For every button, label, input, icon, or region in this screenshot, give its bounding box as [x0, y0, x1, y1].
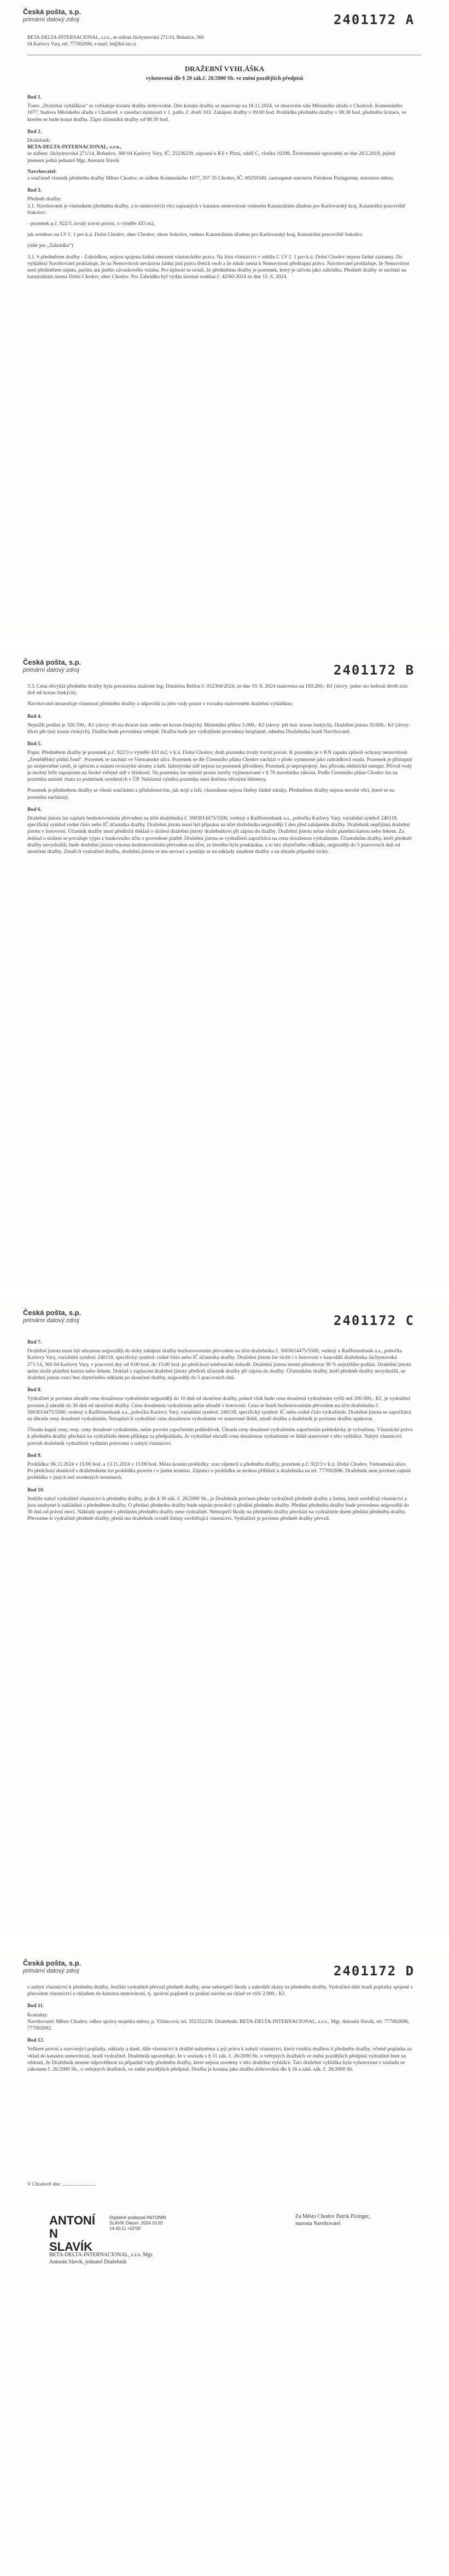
navrhovatel-label: Navrhovatel: — [27, 168, 57, 175]
document-subtitle: vyhotovená dle § 20 zák.č. 26/2000 Sb. ve znění pozdějších předpisů — [145, 76, 304, 82]
bod3-4-text: Navrhovatel nezaručuje vlastnosti předmětu dražby a odpovídá za jeho vady pouze v rozsahu stanoveném dražební vyhláškou. — [27, 701, 293, 707]
place-date: V Chodově dne .......................... — [27, 2181, 96, 2187]
bod3-lv-text: jak uvedeno na LV č. 1 pro k.ú. Dolní Chodov, obec Chodov, okres Sokolov, vedeno Katastrálním úřadem pro Karlovarský kraj, Katastrální pracoviště Sokolov. — [27, 232, 364, 238]
header-subtitle: primární datový zdroj — [23, 1317, 79, 1324]
bod10-continued: o nabytí vlastnictví k předmětu dražby. Jestliže vydražitel převzal předmět dražby, nese nebezpečí škody a nahodilé zkázy na předmětu dražby. Vydražitel dále hradí poplatky spojené s převodem vlastnictví a vkladem do katastru nemovitostí, tj. správní poplatek za podání návrhu na vklad ve výši 2.000,- Kč. — [27, 1984, 413, 1997]
header-post: Česká pošta, s.p. — [23, 8, 81, 16]
bod8-text: Vydražitel je povinen uhradit cenu dosaženou vydražením nejpozději do 10 dnů od skončení dražby, pokud však bude cena dosažená vydražením vyšší než 200.000,- Kč, je vydražitel povinen ji uhradit do 30 dnů od skončení dražby. Cenu dosaženou vydražením nelze uhradit v hotovosti. Cena se hradí bezhotovostním převodem na účet dražebníka č. 5003014475/5500, vedený u Raiffeisenbank a.s., pobočka Karlovy Vary, variabilní symbol: 240118, specifický symbol: IČ nebo rodné číslo vydražitele. Dražební jistota se započítává na úhradu ceny dosažené vydražením. Nezaplatí-li vydražitel cenu dosaženou vydražením ve stanovené lhůtě, zmaří dražbu a dražebník je povinen dražbu opakovat. — [27, 1396, 411, 1422]
page-stamp: 2401172 D — [334, 1963, 415, 1979]
bod10-text: Jestliže nabyl vydražitel vlastnictví k předmětu dražby, je dle § 30 zák. č. 26/2000 Sb., je Dražebník povinen předat vydražiteli předmět dražby a listiny, které osvědčují vlastnictví a jsou nezbytné k nakládání s předmětem dražby. O předání předmětu dražby bude sepsán protokol o předání předmětu dražby. Předání předmětu dražby bude provedeno nejpozději do 30 dnů od právní moci. Náklady spojené s předáním předmětu dražby nese vydražitel. Nebezpečí škody na předmětu dražby přechází na vydražitele dnem předání předmětu dražby. Převezme-li vydražitel předmět dražby, předá mu dražebník rovněž listiny osvědčující vlastnictví. Vydražitel je povinen předmět dražby převzít. — [27, 1495, 409, 1522]
header-subtitle: primární datový zdroj — [23, 667, 79, 673]
page-2-body — [27, 683, 413, 860]
bod9-heading: Bod 9. — [27, 1452, 42, 1459]
page-stamp: 2401172 C — [334, 1313, 415, 1328]
page-4 — [0, 1951, 449, 2576]
bod2-text: se sídlem: Jáchymovská 271/14, Bohatice, 360 04 Karlovy Vary, IČ: 25236239, zapsaná u KS v Plzni, oddíl C, vložka 10298, Živnostenské oprávnění ze dne 28.5.2019, jejímž jménem jedná jednatel Mgr. Antonín Slavík — [27, 151, 396, 164]
digital-signature-name: ANTONÍ N SLAVÍK — [49, 2214, 95, 2254]
navrhovatel-signature: Za Město Chodov Patrik Pizinger, starosta Navrhovatel — [295, 2214, 370, 2227]
bod12-text: Veškeré právní a související poplatky, náklady a daně, dále vlastnictví k dražbě nabytému a její práva k nabytí vlastnictví, která vznikla dražbou k předmětu dražby, včetně poplatku za vklad do katastru nemovitostí, hradí vydražitel. Dražebník upozorňuje, že v souladu s § 31 zák. č. 26/2000 Sb. o veřejných dražbách ve znění pozdějších předpisů vydražitel bere na vědomí, že Dražebník nenese odpovědnost za případné vady předmětu dražby, které nejsou uvedeny v této dražební vyhlášce. Tato dražební vyhláška byla vyhotovena v souladu se zákonem č. 26/2000 Sb., o veřejných dražbách, ve znění pozdějších předpisů. Dražba je konána jako dražba dobrovolná dle § 16 a násl. zák. č. 26/2000 Sb. — [27, 2046, 412, 2073]
bod10-heading: Bod 10. — [27, 1486, 44, 1493]
bod6-heading: Bod 6. — [27, 806, 42, 812]
bod5-text-b: Pozemek je předmětem dražby se všemi součástmi a příslušenstvím, jak stojí a leží, vlastníkem nejsou činěny žádné záruky. Předmětem dražby nejsou movité věci, které se na pozemku nacházejí. — [27, 787, 395, 800]
page-4-body — [27, 1984, 413, 2077]
bod5-text: Popis: Předmětem dražby je pozemek p.č. 922/3 o výměře 433 m2, v k.ú. Dolní Chodov, druh pozemku trvalý travní porost. K pozemku je v KN zapsán způsob ochrany nemovitosti „Zemědělský půdní fond“. Pozemek se nachází ve Vietnamské ulici. Pozemek se dle Územního plánu Chodov nachází v ploše vymezené jako zahrádková osada. Pozemek je přístupný po nezpevněné cestě, je oplocen a osázen ovocnými stromy a keři. Inženýrské sítě nejsou na pozemek přivedeny. Pozemek je nepropojený, bez přívodu elektrické energie. Přívod vody je možný řešit napojením na široké veřejné sítě v blízkosti. Na pozemku lze umístit pouze stavby vyjmenované v § 79 stavebního zákona. Podle Územního plánu Chodov lze na pozemku umístit chatu za podmínek uvedených v ÚP. Nabízená výměra pozemku není dotčena věcnými břemeny. — [27, 750, 412, 783]
page-3 — [0, 1301, 449, 1936]
page-gap — [0, 1936, 449, 1951]
bod3-2-text: 3.2. S předmětem dražby - Zahrádkou, nejsou spojena žádná omezení vlastnického práva. Na listu vlastnictví v oddílu C LV č. 1 pro k.ú. Dolní Chodov nejsou žádné záznamy. Do vyhlášení Navrhovatel prohlašuje, že na Nemovitosti neváznou žádná jiná práva třetích osob a že nikdo nemá k Nemovitosti předkupní právo. Navrhovatel prohlašuje, že Nemovitost není předmětem nájmu, pachtu ani jiného závazkového vztahu. Pro úplnost se uvádí, že předmětem dražby je pozemek, který je užíván jako zahrádka. Předmět dražby se nachází na katastrálním území Dolní Chodov, obec Chodov. Pro Zahrádku byl vydán územní souhlas č. 42/60-2024 ze dne 15. 6. 2024. — [27, 253, 410, 280]
header-subtitle: primární datový zdroj — [23, 16, 79, 23]
bod3-list: - pozemek p.č. 922/3, trvalý travní porost, o výměře 433 m2, — [27, 221, 155, 227]
digital-signature-details: Digitálně podepsal ANTONÍN SLAVÍK Datum: 2024.10.02 14:40:11 +02'00' — [109, 2215, 166, 2231]
bod7-text: Dražební jistota musí být uhrazena nejpozději do doby zahájení dražby bezhotovostním převodem na účet dražebníka č. 5003014475/5500, vedený u Raiffeisenbank a.s., pobočka Karlovy Vary, variabilní symbol: 240118, specifický symbol: rodné číslo nebo IČ účastníka dražby. Dražební jistotu lze složit i v hotovosti v kanceláři dražebníka Jáchymovská 271/14, 360 04 Karlovy Vary, v pracovní dny od 9:00 hod. do 15:00 hod. po předchozí telefonické dohodě. Dražební jistota nesmí přesahovat 30 % nejnižšího podání. Dražební jistotu nelze složit platební kartou nebo šekem. Doklad o zaplacení dražební jistoty předloží účastník dražby při zápisu do dražby. Účastníkům dražby, kteří předmět dražby nevydražili, se dražební jistota vrací bez zbytečného odkladu po skončení dražby, nejpozději do 5 pracovních dnů. — [27, 1348, 411, 1381]
bod1-text: Touto „Dražební vyhláškou“ se vyhlašuje konání dražby dobrovolné. Den konání dražby se stanovuje na 18.11.2024, ve sborovém sále Městského úřadu v Chodově, Komenského 1077, budova Městského úřadu v Chodově, v zasedací místnosti v 1. patře, č. dveří 103. Zahájení dražby v 09:00 hod. Prohlídka předmětu dražby v 08:30 hod. předmětu licitace, ve kterém se bude konat dražba. Zápis účastníků dražby od 08:30 hod. — [27, 103, 406, 123]
page-stamp: 2401172 B — [334, 662, 415, 678]
bod2-name: BETA-DELTA-INTERNACIONAL, s.r.o., — [27, 144, 122, 151]
bod12-heading: Bod 12. — [27, 2037, 44, 2044]
dražebník-signature: BETA-DELTA-INTERNACIONAL, s.r.o. Mgr. Antonín Slavík, jednatel Dražebník — [49, 2252, 154, 2265]
bod4-text: Nejnižší podání je 320.700,- Kč (slovy: tři sta dvacet tisíc sedm set korun českých). Minimální příhoz 5.000,- Kč (slovy: pět tisíc korun českých). Dražební jistota 35.000,- Kč (slovy: třicet pět tisíc korun českých). Dražba bude provedena veřejně. Dražba bude pro vydražitele provedena bezplatně, odměna Dražebníka hradí Navrhovatel. — [27, 722, 410, 735]
page-stamp: 2401172 A — [334, 12, 415, 27]
bod2-heading: Bod 2. — [27, 128, 42, 135]
bod5-heading: Bod 5. — [27, 741, 42, 747]
bod9-text: Prohlídka: 06.11.2024 v 15:00 hod. a 13.11.2024 v 15:00 hod. Místo konání prohlídky: sraz zájemců u předmětu dražby, pozemek p.č. 922/3 v k.ú. Dolní Chodov, Vietnamská ulice. Po předchozí domluvě s dražebníkem lze prohlídku provést i v jiném termínu. Zájemci o prohlídku se mohou přihlásit u dražebníka na tel. 777002696. Dražebník není povinen zajistit prohlídku v jiných než uvedených termínech. — [27, 1461, 411, 1481]
bod8-heading: Bod 8. — [27, 1387, 42, 1393]
bod3-1-text: 3.1. Navrhovatel je vlastníkem předmětu dražby, a to nemovitých věcí zapsaných v katastru nemovitostí vedeném Katastrálním úřadem pro Karlovarský kraj, Katastrální pracoviště Sokolov: — [27, 203, 405, 216]
bod3-alias: (dále jen „Zahrádka“) — [27, 243, 73, 249]
page-gap — [0, 1286, 449, 1301]
bod4-heading: Bod 4. — [27, 713, 42, 719]
page-3-body — [27, 1334, 413, 1527]
bod7-heading: Bod 7. — [27, 1339, 42, 1345]
page-1 — [0, 0, 449, 635]
page-gap — [0, 635, 449, 650]
bod3-3-text: 3.3. Cena obvyklá předmětu dražby byla posouzena znalcem Ing. Danielou Rellou č. 052304/2024, ze dne 19. 8. 2024 stanovena na 169.200,- Kč (slovy: jedno sto šedesát devět tisíc dvě stě korun českých). — [27, 683, 409, 696]
page-1-body — [27, 89, 413, 285]
bod1-heading: Bod 1. — [27, 94, 42, 100]
bod11-heading: Bod 11. — [27, 2003, 44, 2009]
header-post: Česká pošta, s.p. — [23, 658, 81, 666]
bod11-label: Kontakty: — [27, 2012, 49, 2018]
header-subtitle: primární datový zdroj — [23, 1968, 79, 1974]
page-2 — [0, 650, 449, 1286]
document-title: DRAŽEBNÍ VYHLÁŠKA — [184, 65, 265, 73]
bod3-label: Předmět dražby: — [27, 196, 62, 203]
bod3-heading: Bod 3. — [27, 187, 42, 194]
bod11-text: Navrhovatel: Město Chodov, odbor správy majetku města, p. Vilímcová, tel. 352352230. Dražebník: BETA-DELTA-INTERNACIONAL, s.r.o., Mgr. Antonín Slavík, tel. 777002696, 777002692. — [27, 2018, 410, 2032]
bod2-label: Dražebník: — [27, 137, 51, 144]
bod6-text: Dražební jistotu lze zaplatit bezhotovostním převodem na účet dražebníka č. 5003014475/5500, vedený u Raiffeisenbank a.s., pobočka Karlovy Vary, variabilní symbol 240118, specifický symbol rodné číslo nebo IČ účastníka dražby. Dražební jistota musí být připsána na účet dražebníka nejpozději 1 den před zahájením dražby. Dražebník nepřijímá dražební jistotu v hotovosti. Účastník dražby musí předložit doklad o složení dražební jistoty dražebníkovi při zápisu do dražby. Dražební jistotu nelze složit platební kartou nebo šekem. Za doklad o složení se považuje výpis z bankovního účtu o provedené platbě. Dražební jistota se vydražiteli započítává na cenu dosaženou vydražením. Účastníkům dražby, kteří předmět dražby nevydražili, bude dražební jistota vrácena bezhotovostním převodem na účet, ze kterého byla poukázána, a to bez zbytečného odkladu, nejpozději do 5 pracovních dnů od skončení dražby. Zmaří-li vydražitel dražbu, dražební jistota se mu nevrací a použije se na náklady zmařené dražby a na úhradu případné ztráty. — [27, 815, 412, 855]
navrhovatel-text: a současně vlastník předmětu dražby Město Chodov, se sídlem Komenského 1077, 357 35 Chodov, IČ: 00259349, zastoupené starostou Patrikem Pizingerem, starostou města. — [27, 175, 394, 182]
header-post: Česká pošta, s.p. — [23, 1959, 81, 1967]
letterhead: BETA-DELTA-INTERNACIONAL, s.r.o., se sídlem Jáchymovská 271/14, Bohatice, 360 04 Karlovy Vary, tel: 777002696, e-mail: bd@bd-int.cz — [27, 34, 204, 47]
header-post: Česká pošta, s.p. — [23, 1309, 81, 1317]
bod8-text-b: Úhradu kupní ceny, resp. ceny dosažené vydražením, nelze provést započtením pohledávek. Úhrada ceny dosažené vydražením započtením pohledávky je vyloučena. Vlastnické právo k předmětu dražby přechází na vydražitele dnem příklepu za předpokladu, že vydražitel uhradil cenu dosaženou vydražením ve lhůtě stanovené v této vyhlášce. Nabytí vlastnictví potvrdí dražebník vydražiteli vydáním potvrzení o nabytí vlastnictví. — [27, 1427, 413, 1447]
